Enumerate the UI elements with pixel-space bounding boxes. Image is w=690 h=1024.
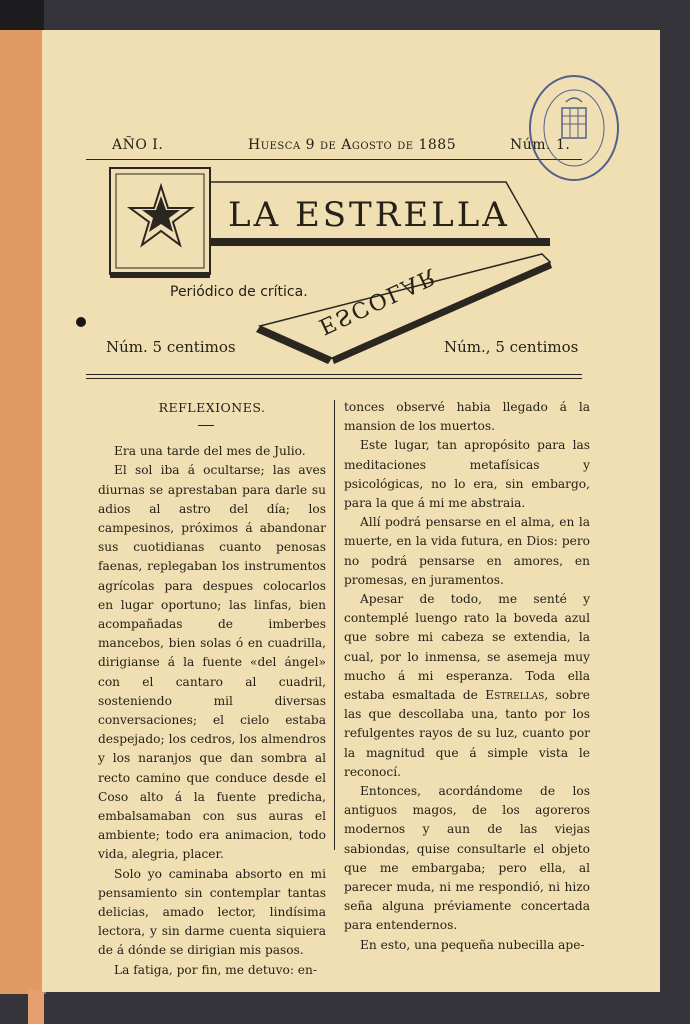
- header-number: Núm. 1.: [510, 137, 571, 153]
- book-spine: [0, 30, 46, 994]
- column-divider: [334, 400, 335, 850]
- price-right: Núm., 5 centimos: [444, 338, 579, 356]
- header-place-date: Huesca 9 de Agosto de 1885: [248, 137, 457, 153]
- price-left: Núm. 5 centimos: [106, 338, 236, 356]
- paragraph: tonces observé habia llegado á la mansion de los muertos.: [344, 400, 590, 434]
- book-spine-foot: [28, 990, 44, 1024]
- newspaper-page: [42, 30, 660, 992]
- paragraph: Apesar de todo, me senté y contemplé luengo rato la boveda azul que sobre mi cabeza se extendia, la cual, por lo inmensa, se asemeja muy mucho á mi esperanza. Toda ella estaba esmaltada de Estrellas, sobre las que descollaba una, tanto por los refulgentes rayos de su luz, cuanto por la magnitud que á simple vista le reconocí.: [344, 592, 590, 779]
- library-stamp: [526, 72, 622, 184]
- header-rule: [86, 159, 582, 160]
- header-year: AÑO I.: [112, 137, 164, 153]
- paragraph: Allí podrá pensarse en el alma, en la muerte, en la vida futura, en Dios: pero no podrá pensarse en amores, en promesas, en juramentos.: [344, 515, 590, 587]
- estrellas-word: Estrellas: [485, 688, 545, 703]
- masthead-title: LA ESTRELLA: [228, 195, 510, 235]
- paragraph: El sol iba á ocultarse; las aves diurnas se aprestaban para darle su adios al astro del día; los campesinos, próximos á abandonar sus cuotidianas cuanto penosas faenas, replegaban los instrumentos agrícolas para despues colocarlos en lugar oportuno; las linfas, bien acompañadas de imberbes mancebos, bien solas ó en cuadrilla, dirigianse á la fuente «del ángel» con el cantaro al cuadril, sosteniendo mil diversas conversaciones; el cielo estaba despejado; los cedros, los almendros y los naranjos que dan sombra al recto camino que conduce desde el Coso alto á la fuente predicha, embalsamaban con sus auras el ambiente; todo era animacion, todo vida, alegria, placer.: [98, 463, 326, 862]
- ink-blot: [76, 317, 86, 327]
- paragraph: Entonces, acordándome de los antiguos magos, de los agoreros modernos y aun de las viejas sabiondas, quise consultarle el objeto que me embargaba; pero ella, al parecer muda, ni me respondió, ni hizo seña alguna préviamente concertada para entendernos.: [344, 784, 590, 933]
- paragraph: La fatiga, por fin, me detuvo: en-: [114, 962, 317, 977]
- book-top-edge: [0, 0, 44, 32]
- masthead-rule-bottom: [86, 378, 582, 379]
- masthead-rule-top: [86, 374, 582, 375]
- paragraph: Era una tarde del mes de Julio.: [114, 444, 306, 459]
- heading-dash: [198, 425, 214, 426]
- article-column-2: [344, 398, 590, 955]
- article-heading: REFLEXIONES.: [158, 400, 266, 415]
- article-column-1: [98, 398, 326, 980]
- masthead-subtitle: Periódico de crítica.: [170, 284, 308, 300]
- paragraph: Este lugar, tan apropósito para las meditaciones metafísicas y psicológicas, no lo era, sin embargo, para la que á mi me abstraia.: [344, 438, 590, 511]
- paragraph: En esto, una pequeña nubecilla ape-: [360, 937, 585, 952]
- masthead-banner: ESCOLAR: [314, 262, 441, 339]
- paragraph: Solo yo caminaba absorto en mi pensamiento sin contemplar tantas delicias, amado lector, lindísima lectora, y sin darme cuenta siquiera de á dónde se dirigian mis pasos.: [98, 866, 326, 958]
